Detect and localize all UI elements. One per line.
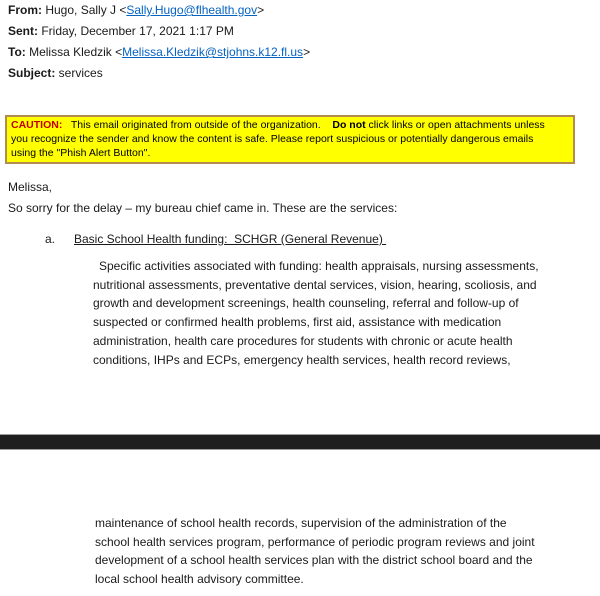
page-break-bar — [0, 434, 600, 450]
sent-value: Friday, December 17, 2021 1:17 PM — [38, 24, 234, 38]
from-name: Hugo, Sally J < — [42, 3, 127, 17]
header-from-line — [8, 0, 310, 21]
email-header — [8, 0, 310, 84]
caution-donot: Do not — [332, 119, 366, 131]
caution-line-3: using the "Phish Alert Button". — [11, 147, 151, 159]
page2-paragraph — [95, 514, 535, 589]
paragraph-line: development of a school health services plan with the district school board and the — [95, 553, 533, 568]
list-item-a — [45, 230, 386, 248]
paragraph-line: administration, health care procedures for students with chronic or acute health — [93, 333, 513, 348]
from-bracket: > — [257, 3, 265, 17]
paragraph-line: local school health advisory committee. — [95, 572, 304, 587]
to-label: To: — [8, 45, 26, 59]
greeting-line: Melissa, — [8, 180, 53, 194]
to-bracket: > — [303, 45, 311, 59]
header-subject-line — [8, 63, 310, 84]
caution-line-1 — [11, 118, 569, 132]
paragraph-line: growth and development screenings, health counseling, referral and follow-up of — [93, 296, 519, 311]
paragraph-line: maintenance of school health records, supervision of the administration of the — [95, 516, 507, 530]
paragraph-line: suspected or confirmed health problems, first aid, assistance with medication — [93, 315, 502, 330]
paragraph-line: school health services program, performance of periodic program reviews and joint — [95, 534, 535, 549]
caution-label: CAUTION: — [11, 119, 63, 131]
list-marker: a. — [45, 232, 56, 246]
subject-label: Subject: — [8, 66, 56, 80]
caution-line-2: you recognize the sender and know the content is safe. Please report suspicious or potentially dangerous emails — [11, 133, 534, 145]
header-to-line — [8, 42, 310, 63]
caution-banner — [5, 115, 575, 164]
item-a-paragraph — [93, 257, 539, 369]
email-body-intro — [8, 177, 397, 219]
header-sent-line — [8, 21, 310, 42]
paragraph-line: Specific activities associated with funding: health appraisals, nursing assessments, — [99, 259, 539, 273]
subject-value: services — [55, 66, 103, 80]
caution-text-2: click links or open attachments unless — [365, 119, 545, 131]
caution-text-1: This email originated from outside of the organization. — [62, 119, 333, 131]
sent-label: Sent: — [8, 24, 38, 38]
to-name: Melissa Kledzik < — [25, 45, 123, 59]
from-label: From: — [8, 3, 42, 17]
item-a-heading: Basic School Health funding: SCHGR (General Revenue) — [74, 232, 387, 246]
paragraph-line: conditions, IHPs and ECPs, emergency health services, health record reviews, — [93, 352, 511, 367]
to-email-link[interactable]: Melissa.Kledzik@stjohns.k12.fl.us — [122, 45, 304, 59]
from-email-link[interactable]: Sally.Hugo@flhealth.gov — [126, 3, 258, 17]
intro-line: So sorry for the delay – my bureau chief came in. These are the services: — [8, 201, 398, 215]
paragraph-line: nutritional assessments, preventative dental services, vision, hearing, scoliosis, and — [93, 277, 537, 292]
